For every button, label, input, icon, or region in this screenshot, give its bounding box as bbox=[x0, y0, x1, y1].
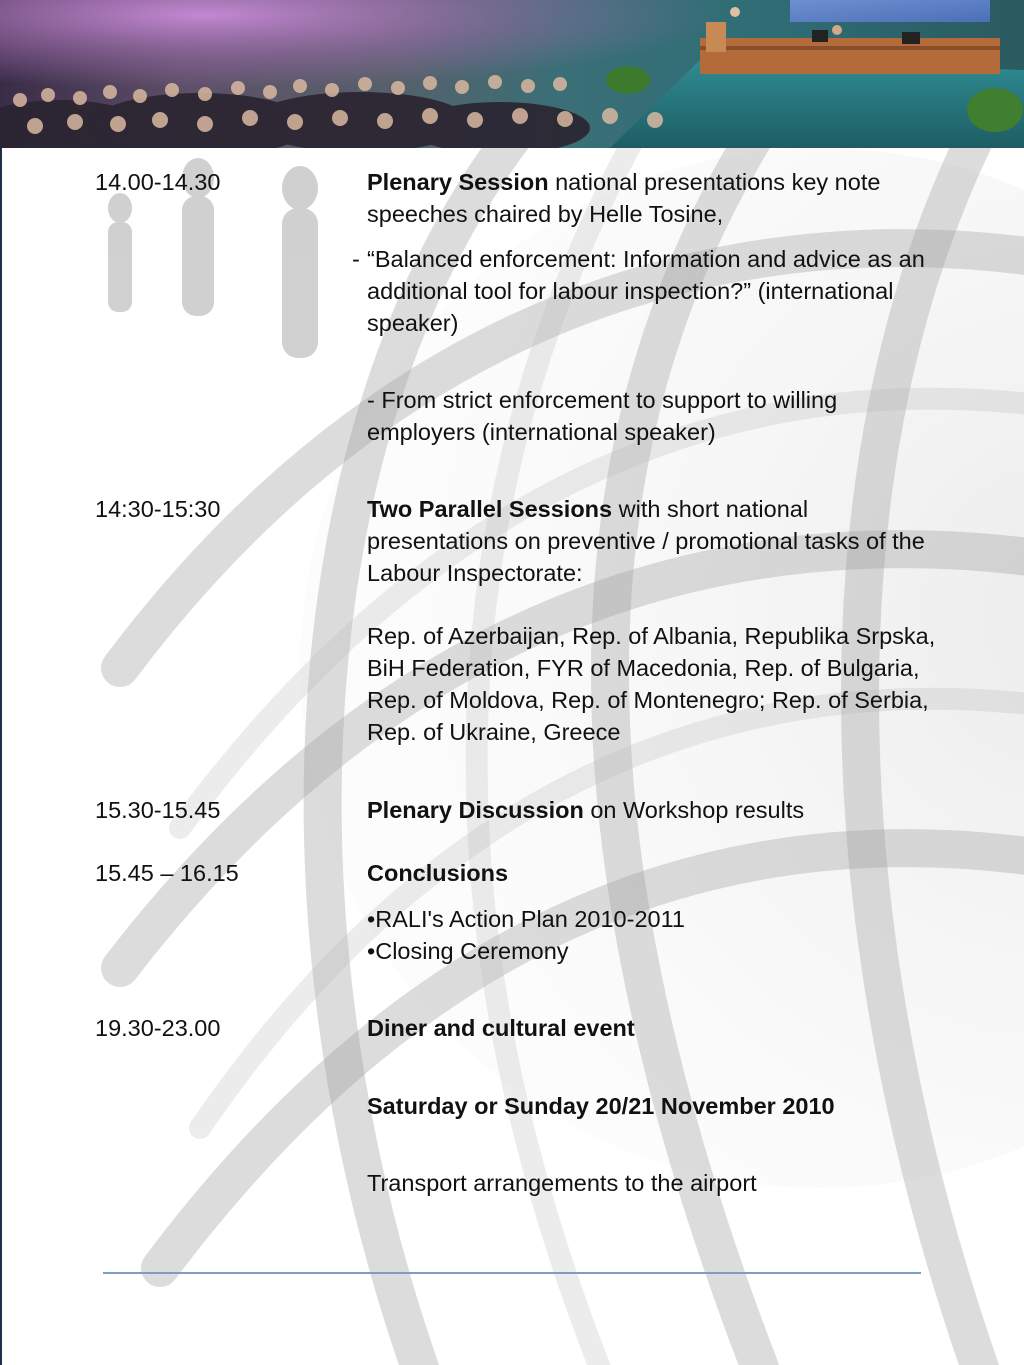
transport-note: Transport arrangements to the airport bbox=[367, 1170, 757, 1196]
bullet-item: •RALI's Action Plan 2010-2011 bbox=[367, 906, 685, 932]
header-photo-banner bbox=[0, 0, 1024, 148]
session-description bbox=[367, 794, 937, 826]
session-subtitle: with short national presentations on preventive / promotional tasks of the Labour Inspectorate: bbox=[367, 496, 925, 586]
time-slot: 14:30-15:30 bbox=[95, 496, 221, 522]
session-title: Plenary Discussion bbox=[367, 797, 584, 823]
talk-item: - From strict enforcement to support to willing employers (international speaker) bbox=[367, 387, 838, 445]
conference-hall-illustration bbox=[0, 0, 1024, 148]
session-title: Plenary Session bbox=[367, 169, 549, 195]
time-slot: 19.30-23.00 bbox=[95, 1015, 221, 1041]
session-subtitle: on Workshop results bbox=[583, 797, 805, 823]
country-list: Rep. of Azerbaijan, Rep. of Albania, Republika Srpska, BiH Federation, FYR of Macedonia, Rep. of Bulgaria, Rep. of Moldova, Rep. of Montenegro; Rep. of Serbia, Rep. of Ukraine, Greece bbox=[367, 623, 936, 745]
talk-item: “Balanced enforcement: Information and advice as an additional tool for labour inspection?” (international speaker) bbox=[367, 246, 925, 336]
session-subtitle: national presentations key note speeches chaired by Helle Tosine, bbox=[367, 169, 881, 227]
list-dash: - bbox=[352, 246, 360, 272]
session-title: Conclusions bbox=[367, 860, 509, 886]
session-description bbox=[367, 166, 937, 230]
date-heading: Saturday or Sunday 20/21 November 2010 bbox=[367, 1093, 835, 1119]
session-title: Two Parallel Sessions bbox=[367, 496, 613, 522]
footer-divider bbox=[103, 1272, 921, 1274]
bullet-item: •Closing Ceremony bbox=[367, 938, 569, 964]
left-edge-rule bbox=[0, 148, 2, 1365]
time-slot: 14.00-14.30 bbox=[95, 169, 221, 195]
time-slot: 15.30-15.45 bbox=[95, 797, 221, 823]
session-description bbox=[367, 493, 937, 589]
time-slot: 15.45 – 16.15 bbox=[95, 860, 239, 886]
session-title: Diner and cultural event bbox=[367, 1015, 635, 1041]
